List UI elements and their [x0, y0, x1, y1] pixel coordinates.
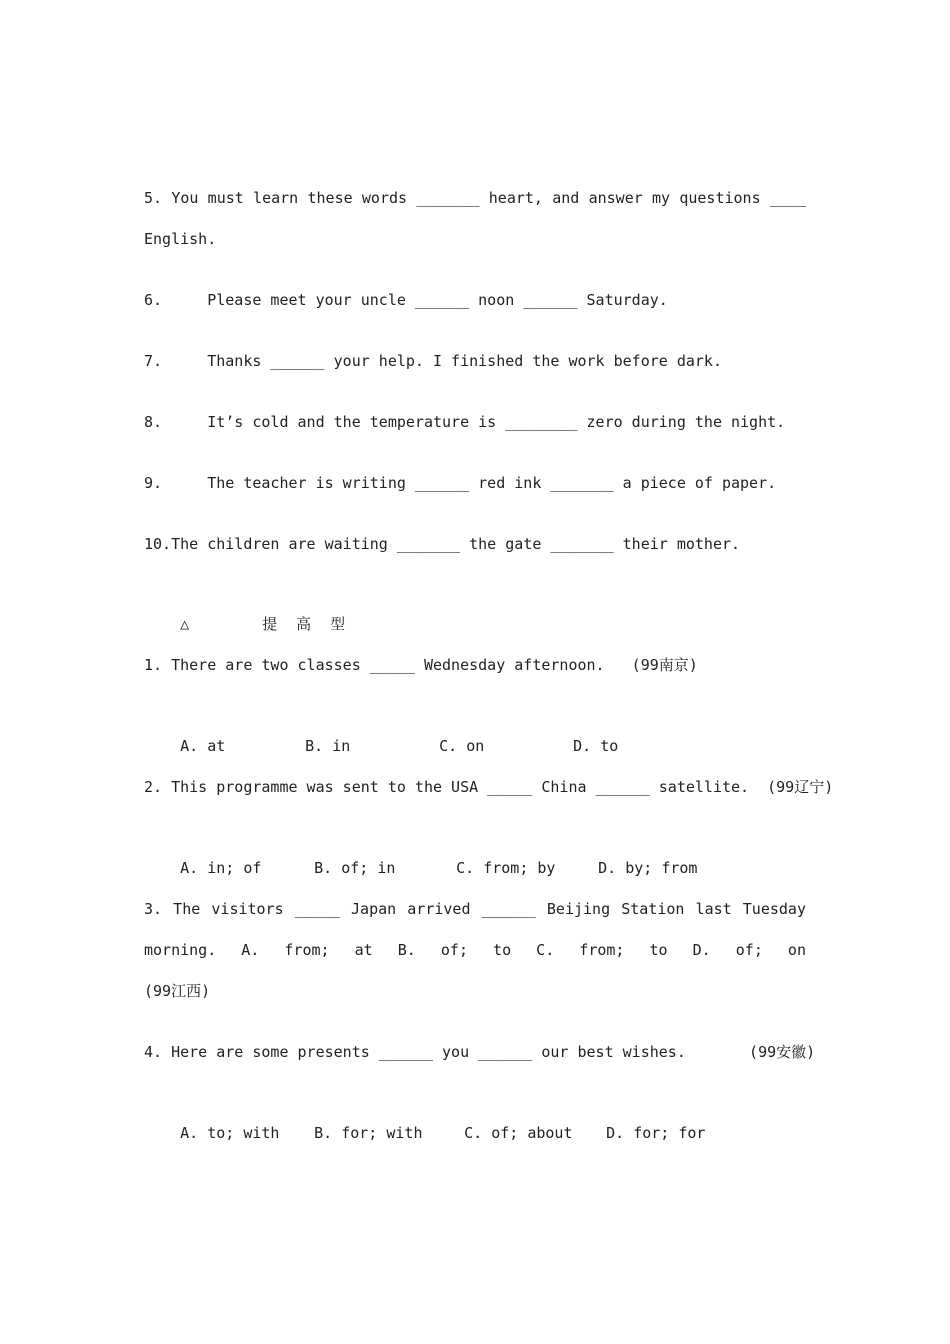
question-5-line-2: English. [144, 230, 217, 248]
option-c: C. from; by [456, 859, 556, 877]
heading-char-1: 提 [262, 615, 278, 633]
mc-question-1-options [144, 716, 619, 755]
mc-question-2-options [144, 838, 698, 877]
triangle-symbol: △ [180, 615, 190, 633]
heading-char-3: 型 [330, 615, 346, 633]
question-10: 10.The children are waiting _______ the gate _______ their mother. [144, 535, 741, 553]
mc-question-4-stem: 4. Here are some presents ______ you ______ our best wishes. (99安徽) [144, 1043, 816, 1061]
option-a: A. to; with [180, 1124, 280, 1142]
question-5-line-1: 5. You must learn these words _______ heart, and answer my questions ____ [144, 189, 806, 207]
option-c: C. on [439, 737, 485, 755]
option-a: A. at [180, 737, 226, 755]
option-d: D. to [573, 737, 619, 755]
option-d: D. by; from [598, 859, 698, 877]
option-c: C. of; about [464, 1124, 573, 1142]
option-d: D. for; for [606, 1124, 706, 1142]
question-9: 9. The teacher is writing ______ red ink _______ a piece of paper. [144, 474, 777, 492]
mc-question-4-options [144, 1103, 706, 1142]
mc-question-3-line-2: morning. A. from; at B. of; to C. from; to D. of; on [144, 941, 806, 959]
mc-question-1-stem: 1. There are two classes _____ Wednesday afternoon. (99南京) [144, 656, 698, 674]
section-heading [144, 594, 346, 633]
option-b: B. for; with [314, 1124, 423, 1142]
mc-question-3-line-3: (99江西) [144, 982, 211, 1000]
question-7: 7. Thanks ______ your help. I finished the work before dark. [144, 352, 722, 370]
option-a: A. in; of [180, 859, 262, 877]
question-8: 8. It’s cold and the temperature is ________ zero during the night. [144, 413, 786, 431]
question-6: 6. Please meet your uncle ______ noon ______ Saturday. [144, 291, 668, 309]
mc-question-3-line-1: 3. The visitors _____ Japan arrived ______ Beijing Station last Tuesday [144, 900, 806, 918]
heading-char-2: 高 [296, 615, 312, 633]
mc-question-2-stem: 2. This programme was sent to the USA _____ China ______ satellite. (99辽宁) [144, 778, 834, 796]
option-b: B. in [305, 737, 351, 755]
option-b: B. of; in [314, 859, 396, 877]
